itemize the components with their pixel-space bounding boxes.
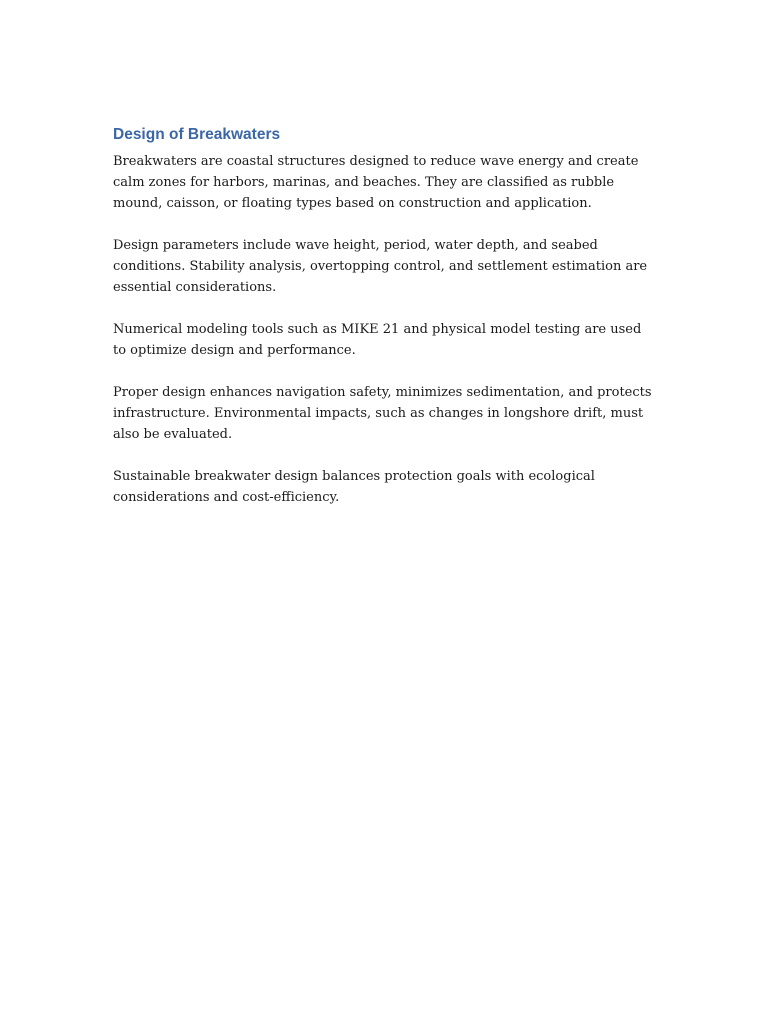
paragraph-introduction: Breakwaters are coastal structures designed to reduce wave energy and create calm zones for harbors, marinas, and beaches. They are classified as rubble mound, caisson, or floating types based on construction and application. bbox=[113, 154, 639, 211]
paragraph-numerical-modeling: Numerical modeling tools such as MIKE 21 and physical model testing are used to optimize design and performance. bbox=[113, 322, 642, 358]
paragraph-design-parameters: Design parameters include wave height, period, water depth, and seabed conditions. Stability analysis, overtopping control, and settlement estimation are essential considerations. bbox=[113, 238, 648, 295]
document-title: Design of Breakwaters bbox=[113, 126, 281, 143]
paragraph-sustainable-design: Sustainable breakwater design balances protection goals with ecological considerations and cost-efficiency. bbox=[113, 469, 595, 505]
document-body bbox=[113, 124, 658, 529]
paragraph-proper-design: Proper design enhances navigation safety, minimizes sedimentation, and protects infrastructure. Environmental impacts, such as changes in longshore drift, must also be evaluated. bbox=[113, 385, 652, 442]
